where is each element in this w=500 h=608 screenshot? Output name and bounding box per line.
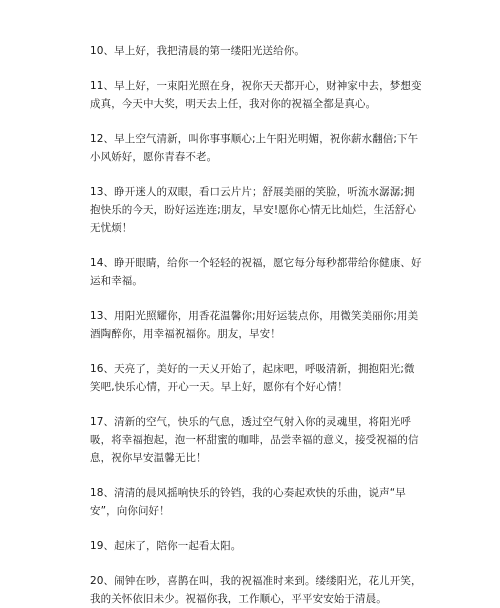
paragraph-20: 20、闹钟在吵，喜鹊在叫，我的祝福准时来到。缕缕阳光，花儿开笑，我的关怀依旧未少。祝福你我，工作顺心，平平安安始于清晨。 [90,575,422,605]
paragraph-14: 14、睁开眼睛，给你一个轻轻的祝福，愿它每分每秒都带给你健康、好运和幸福。 [90,257,422,287]
paragraph-18: 18、清清的晨风摇响快乐的铃铛，我的心奏起欢快的乐曲，说声“早安”，向你问好！ [90,487,406,517]
paragraph-13a: 13、睁开迷人的双眼，看口云片片；舒展美丽的笑脸，听流水潺潺;拥抱快乐的今天，盼好运连连;朋友，早安!愿你心情无比灿烂，生活舒心无忧烦！ [90,186,416,234]
paragraph-19: 19、起床了，陪你一起看太阳。 [90,540,242,552]
paragraph-10: 10、早上好，我把清晨的第一缕阳光送给你。 [90,45,305,57]
paragraph-11: 11、早上好，一束阳光照在身，祝你天天都开心，财神家中去，梦想变成真，今天中大奖，明天去上任，我对你的祝福全都是真心。 [90,80,422,110]
paragraph-16: 16、天亮了，美好的一天乂开始了，起床吧，呼吸清新，拥抱阳光;微笑吧,快乐心情，开心一天。早上好，愿你有个好心情！ [90,363,415,393]
paragraph-17: 17、清新的空气，快乐的气息，透过空气射入你的灵魂里，将阳光呼吸，将幸福抱起，泡一杯甜蜜的咖啡，品尝幸福的意义，接受祝福的信息，祝你早安温馨无比！ [90,416,419,464]
paragraph-13b: 13、用阳光照耀你，用香花温馨你;用好运装点你，用微笑美丽你;用美酒陶醉你，用幸福祝福你。朋友，早安！ [90,310,419,340]
paragraph-12: 12、早上空气清新，叫你事事顺心;上午阳光明媚，祝你薪水翻倍;下午小风娇好，愿你青春不老。 [90,133,419,163]
